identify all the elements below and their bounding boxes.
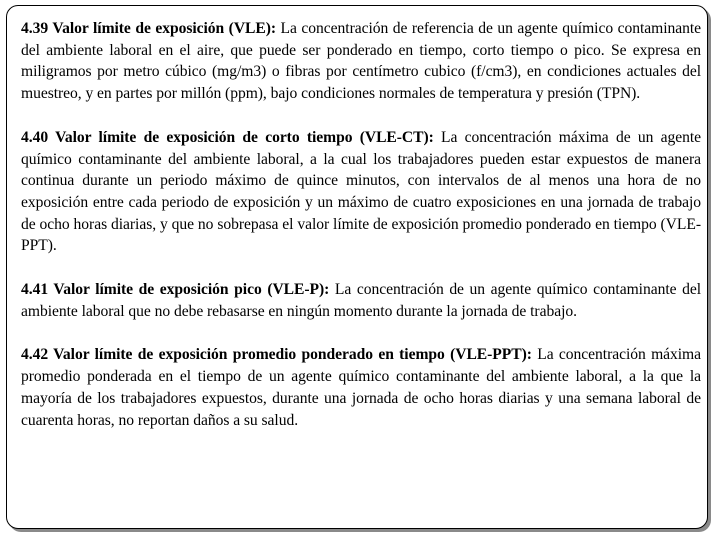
- document-frame: [6, 5, 708, 529]
- definition-4-40: [21, 127, 701, 257]
- definition-4-41: [21, 279, 701, 322]
- definition-text: La concentración de un agente químico contaminante del ambiente laboral que no debe rebasarse en ningún momento durante la jornada de trabajo.: [21, 281, 701, 320]
- definition-4-42: [21, 344, 701, 431]
- definition-text: La concentración máxima de un agente químico contaminante del ambiente laboral, a la cual los trabajadores pueden estar expuestos de manera continua durante un periodo máximo de quince minutos, con intervalos de al menos una hora de no exposición entre cada periodo de exposición y un máximo de cuatro exposiciones en una jornada de trabajo de ocho horas diarias, y que no sobrepasa el valor límite de exposición promedio ponderado en tiempo (VLE-PPT).: [21, 128, 702, 255]
- definition-text: La concentración de referencia de un agente químico contaminante del ambiente laboral en el aire, que puede ser ponderado en tiempo, corto tiempo o pico. Se expresa en miligramos por metro cúbico (mg/m3) o fibras por centímetro cubico (f/cm3), en condiciones actuales del muestreo, y en partes por millón (ppm), bajo condiciones normales de temperatura y presión (TPN).: [21, 20, 701, 103]
- definition-term: 4.42 Valor límite de exposición promedio ponderado en tiempo (VLE-PPT):: [21, 346, 532, 364]
- definition-4-39: [21, 18, 701, 105]
- definition-text: La concentración máxima promedio ponderada en el tiempo de un agente químico contaminante del ambiente laboral, a la que la mayoría de los trabajadores expuestos, durante una jornada de ocho horas diarias y una semana laboral de cuarenta horas, no reportan daños a su salud.: [21, 346, 701, 429]
- document-body: [21, 18, 701, 453]
- definition-term: 4.40 Valor límite de exposición de corto tiempo (VLE-CT):: [21, 128, 434, 146]
- definition-term: 4.41 Valor límite de exposición pico (VLE-P):: [21, 281, 330, 299]
- definition-term: 4.39 Valor límite de exposición (VLE):: [21, 20, 277, 37]
